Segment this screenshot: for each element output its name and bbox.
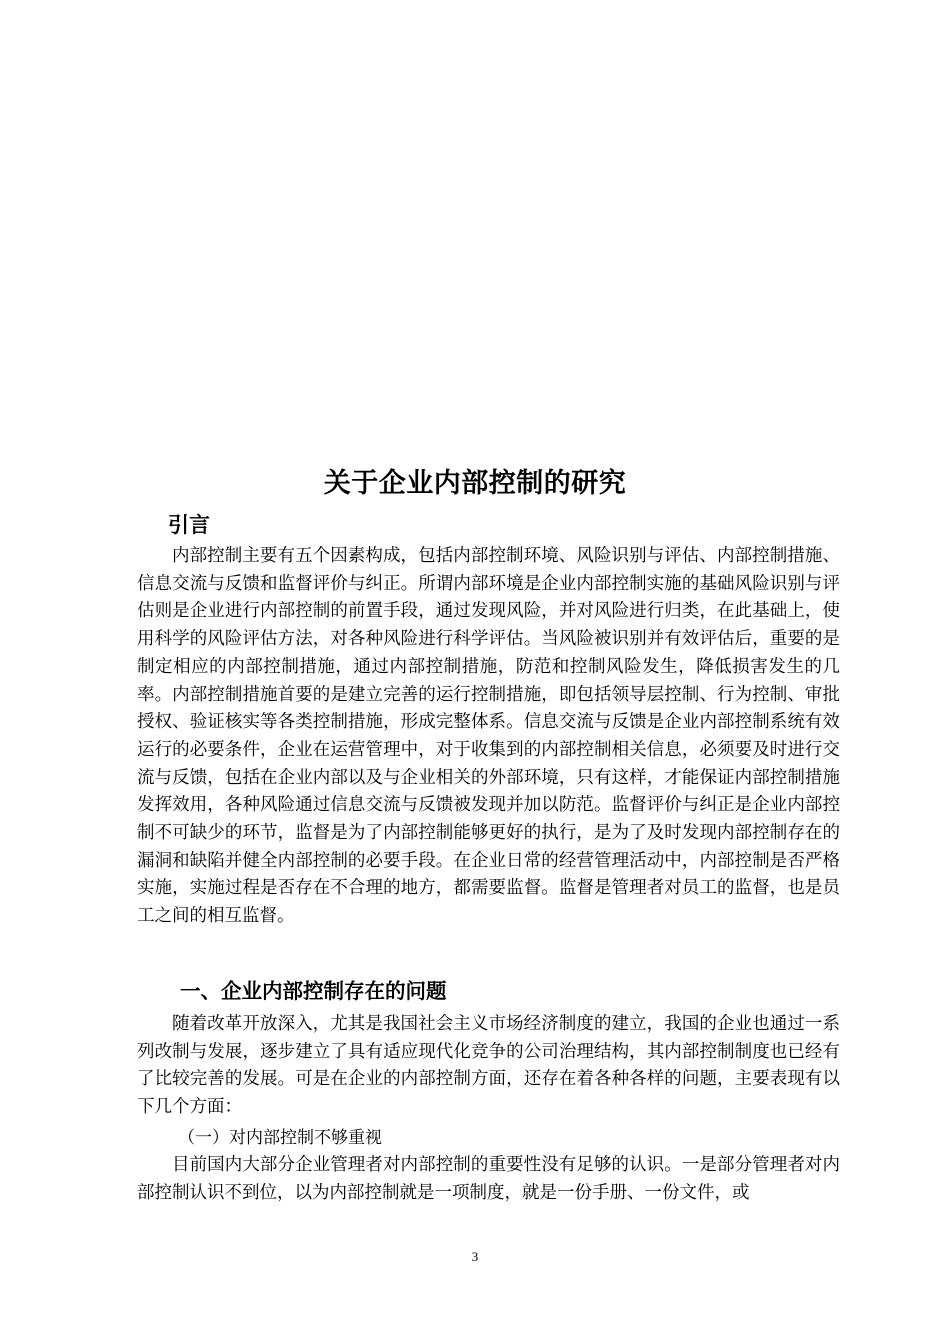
subsection-heading: （一）对内部控制不够重视 xyxy=(178,1128,382,1148)
page-number: 3 xyxy=(471,1249,479,1264)
subsection-paragraph: 目前国内大部分企业管理者对内部控制的重要性没有足够的认识。一是部分管理者对内部控制认识不到位，以为内部控制就是一项制度，就是一份手册、一份文件，或 xyxy=(137,1155,840,1203)
section-heading: 一、企业内部控制存在的问题 xyxy=(180,979,447,1003)
intro-heading: 引言 xyxy=(168,513,210,537)
page-title: 关于企业内部控制的研究 xyxy=(323,468,627,499)
intro-paragraph: 内部控制主要有五个因素构成，包括内部控制环境、风险识别与评估、内部控制措施、信息交流与反馈和监督评价与纠正。所谓内部环境是企业内部控制实施的基础风险识别与评估则是企业进行内部控制的前置手段，通过发现风险，并对风险进行归类，在此基础上，使用科学的风险评估方法，对各种风险进行科学评估。当风险被识别并有效评估后，重要的是制定相应的内部控制措施，通过内部控制措施，防范和控制风险发生，降低损害发生的几率。内部控制措施首要的是建立完善的运行控制措施，即包括领导层控制、行为控制、审批授权、验证核实等各类控制措施，形成完整体系。信息交流与反馈是企业内部控制系统有效运行的必要条件，企业在运营管理中，对于收集到的内部控制相关信息，必须要及时进行交流与反馈，包括在企业内部以及与企业相关的外部环境，只有这样，才能保证内部控制措施发挥效用，各种风险通过信息交流与反馈被发现并加以防范。监督评价与纠正是企业内部控制不可缺少的环节，监督是为了内部控制能够更好的执行，是为了及时发现内部控制存在的漏洞和缺陷并健全内部控制的必要手段。在企业日常的经营管理活动中，内部控制是否严格实施，实施过程是否存在不合理的地方，都需要监督。监督是管理者对员工的监督，也是员工之间的相互监督。 xyxy=(137,546,840,927)
section-paragraph: 随着改革开放深入，尤其是我国社会主义市场经济制度的建立，我国的企业也通过一系列改制与发展，逐步建立了具有适应现代化竞争的公司治理结构，其内部控制制度也已经有了比较完善的发展。可是在企业的内部控制方面，还存在着各种各样的问题，主要表现有以下几个方面： xyxy=(137,1014,840,1118)
